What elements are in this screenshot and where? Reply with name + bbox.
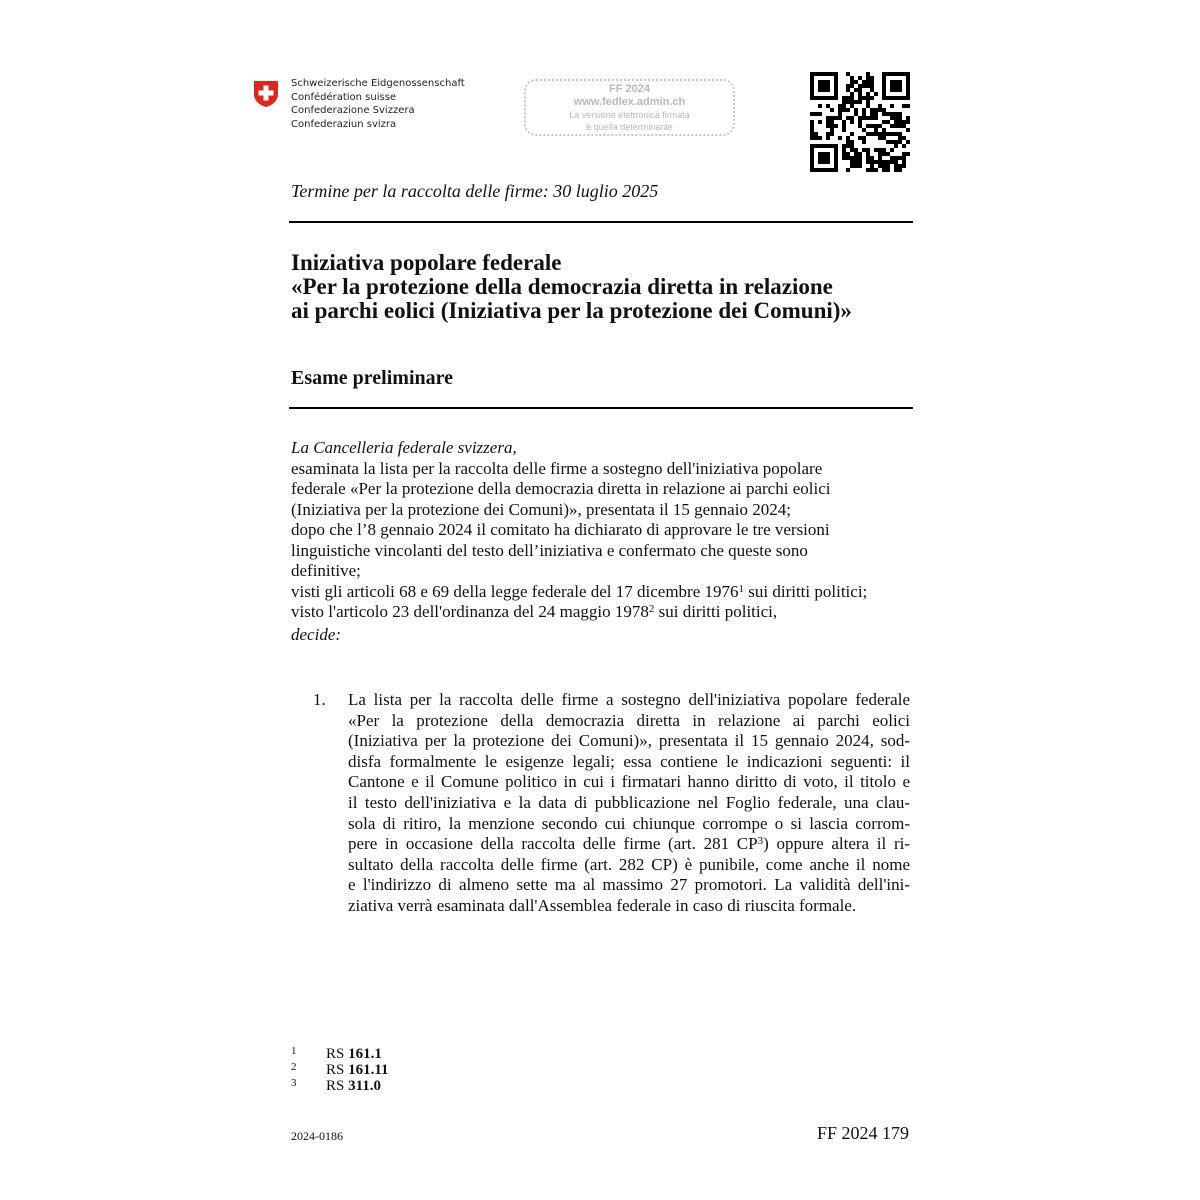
footnote-number: 1 bbox=[291, 1045, 297, 1057]
decision-line: ziativa verrà esaminata dall'Assemblea federale in caso di riuscita formale. bbox=[348, 895, 857, 915]
stamp-note-2: è quella determinante bbox=[586, 122, 673, 132]
title-line-3: ai parchi eolici (Iniziativa per la protezione dei Comuni)» bbox=[291, 298, 852, 323]
decision-line: disfa formalmente le esigenze legali; essa contiene le indicazioni seguenti: il bbox=[348, 751, 910, 771]
preamble-line: federale «Per la protezione della democrazia diretta in relazione ai parchi eolici bbox=[291, 479, 831, 498]
decision-line: il testo dell'iniziativa e la data di pubblicazione nel Foglio federale, una clau- bbox=[348, 792, 910, 812]
preamble-line: linguistiche vincolanti del testo dell’iniziativa e confermato che queste sono bbox=[291, 540, 808, 560]
decision-line: (Iniziativa per la protezione dei Comuni)», presentata il 15 gennaio 2024, sod- bbox=[348, 731, 910, 751]
footnote-prefix: RS bbox=[326, 1062, 345, 1078]
footnote-ref-3: 3 bbox=[757, 835, 764, 848]
preamble-authority: La Cancelleria federale svizzera, bbox=[291, 438, 517, 457]
footnote-ref[interactable]: 161.1 bbox=[348, 1046, 382, 1062]
footnote-ref[interactable]: 311.0 bbox=[348, 1078, 382, 1094]
decision-text-part: ) oppure altera il ri- bbox=[763, 834, 910, 854]
decision-line-with-footnote bbox=[348, 834, 910, 855]
preamble-line: (Iniziativa per la protezione dei Comuni)», presentata il 15 gennaio 2024; bbox=[291, 499, 791, 519]
decision-line: sola di ritiro, la menzione secondo cui chiunque corrompe o si lascia corrom- bbox=[348, 813, 910, 833]
page-reference: FF 2024 179 bbox=[816, 1123, 909, 1143]
footnote-ref-2: 2 bbox=[648, 603, 655, 615]
ordinance-text: visto l'articolo 23 dell'ordinanza del 24 maggio 1978 bbox=[291, 602, 649, 621]
ordinance-text-end: sui diritti politici, bbox=[654, 602, 778, 621]
document-subtitle: Esame preliminare bbox=[291, 367, 454, 389]
agency-name-de: Schweizerische Eidgenossenschaft bbox=[291, 78, 465, 89]
footnote-number: 3 bbox=[291, 1077, 297, 1089]
stamp-url: www.fedlex.admin.ch bbox=[573, 96, 686, 108]
decides-label: decide: bbox=[291, 625, 342, 644]
agency-name-it: Confederazione Svizzera bbox=[291, 105, 415, 116]
preamble-line: definitive; bbox=[291, 561, 361, 580]
decision-line: sultato della raccolta delle firme (art. 282 CP) è punibile, come anche il nome bbox=[348, 854, 910, 874]
publication-stamp bbox=[524, 79, 735, 136]
preamble-line: dopo che l’8 gennaio 2024 il comitato ha dichiarato di approvare le tre versioni bbox=[291, 520, 830, 539]
decision-line: «Per la protezione della democrazia diretta in relazione ai parchi eolici bbox=[348, 710, 910, 730]
preamble bbox=[291, 438, 911, 623]
footnote-number: 2 bbox=[291, 1061, 297, 1073]
divider-bottom bbox=[289, 407, 913, 409]
document-id: 2024-0186 bbox=[291, 1129, 343, 1143]
preamble-line: esaminata la lista per la raccolta delle firme a sostegno dell'iniziativa popolare bbox=[291, 458, 823, 478]
divider-top bbox=[289, 221, 913, 223]
stamp-note-1: La versione elettronica firmata bbox=[569, 110, 690, 120]
agency-name-rm: Confederaziun svizra bbox=[291, 118, 397, 130]
preamble-law-line bbox=[291, 582, 911, 603]
agency-name-fr: Confédération suisse bbox=[291, 91, 397, 103]
preamble-ordinance-line bbox=[291, 602, 911, 623]
signature-deadline: Termine per la raccolta delle firme: 30 luglio 2025 bbox=[291, 181, 659, 201]
qr-code-icon bbox=[810, 72, 910, 172]
stamp-issue: FF 2024 bbox=[609, 83, 650, 95]
federal-agency-names bbox=[291, 77, 465, 131]
footnote-ref-1: 1 bbox=[738, 582, 745, 595]
decision-text-part: pere in occasione della raccolta delle firme (art. 281 CP bbox=[348, 834, 758, 854]
title-line-1: Iniziativa popolare federale bbox=[291, 250, 562, 275]
footnote-ref[interactable]: 161.11 bbox=[348, 1062, 389, 1078]
decision-line: e l'indirizzo di almeno sette ma al massimo 27 promotori. La validità dell'ini- bbox=[348, 875, 910, 895]
decision-line: La lista per la raccolta delle firme a sostegno dell'iniziativa popolare federale bbox=[348, 690, 910, 709]
law-text-end: sui diritti politici; bbox=[744, 581, 868, 601]
decision-number: 1. bbox=[313, 690, 326, 709]
document-title bbox=[291, 251, 852, 323]
title-line-2: «Per la protezione della democrazia diretta in relazione bbox=[291, 274, 833, 299]
decision-line: Cantone e il Comune politico in cui i firmatari hanno diritto di voto, il titolo e bbox=[348, 772, 910, 792]
decision-text bbox=[348, 690, 910, 917]
footnote-prefix: RS bbox=[326, 1078, 345, 1094]
law-text: visti gli articoli 68 e 69 della legge federale del 17 dicembre 1976 bbox=[291, 581, 739, 601]
swiss-coat-of-arms-icon bbox=[253, 80, 279, 108]
footnote-prefix: RS bbox=[326, 1046, 345, 1062]
